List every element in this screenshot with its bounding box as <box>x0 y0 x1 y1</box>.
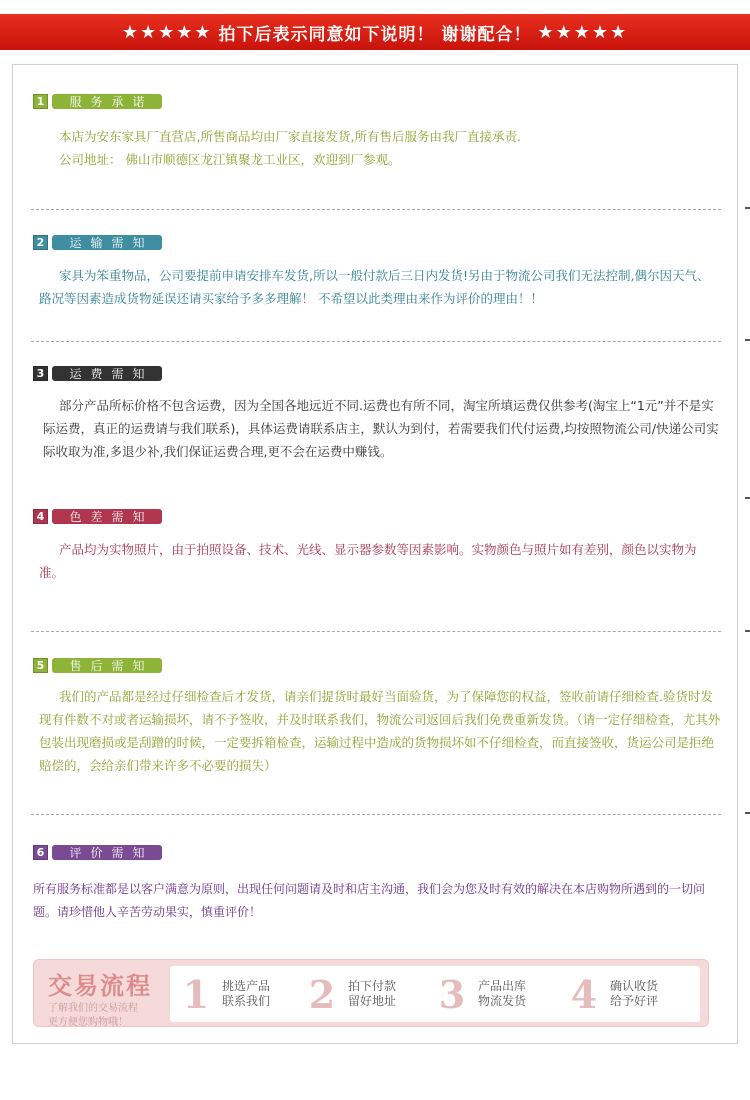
flow-subtitle: 更方便您购物哦！ <box>48 1017 128 1028</box>
section-service-promise <box>33 93 721 171</box>
section-header <box>33 657 721 673</box>
section-title: 售后需知 <box>52 658 162 673</box>
section-number: 5 <box>33 658 48 673</box>
body-line: 部分产品所标价格不包含运费，因为全国各地远近不同.运费也有所不同，淘宝所填运费仅供参考(淘宝上“1元”并不是实际运费，真正的运费请与我们联系)，具体运费请联系店主，默认为到付，若需要我们代付运费,均按照物流公司/快递公司实际收取为准,多退少补,我们保证运费合理,更不会在运费中赚钱。 <box>43 398 719 459</box>
body-line: 公司地址： 佛山市顺德区龙江镇聚龙工业区，欢迎到厂参观。 <box>59 152 401 167</box>
section-color-notice <box>33 508 721 584</box>
edge-marker <box>745 630 750 632</box>
section-title: 色差需知 <box>52 509 162 524</box>
step-number: 1 <box>182 971 210 1017</box>
section-header <box>33 234 721 250</box>
section-body <box>33 125 721 171</box>
step-line: 给予好评 <box>610 994 659 1008</box>
step-line: 产品出库 <box>478 979 527 993</box>
policy-panel <box>12 64 738 1044</box>
flow-steps <box>170 966 700 1022</box>
divider <box>31 209 721 210</box>
divider <box>31 341 721 342</box>
edge-marker <box>745 497 750 499</box>
section-number: 6 <box>33 845 48 860</box>
flow-step <box>178 966 270 1022</box>
body-line: 我们的产品都是经过仔细检查后才发货，请亲们提货时最好当面验货，为了保障您的权益，签收前请仔细检查.验货时发现有件数不对或者运输损坏，请不予签收，并及时联系我们，物流公司返回后我们免费重新发货。（请一定仔细检查，尤其外包装出现磨损或是刮蹭的时候，一定要拆箱检查，运输过程中造成的货物损坏如不仔细检查，而直接签收，货运公司是拒绝赔偿的，会给亲们带来许多不必要的损失） <box>39 689 721 773</box>
step-number: 3 <box>438 971 466 1017</box>
section-body <box>33 685 721 777</box>
step-line: 拍下付款 <box>348 979 397 993</box>
section-header <box>33 365 721 381</box>
section-title: 运费需知 <box>52 366 162 381</box>
section-body <box>33 394 721 463</box>
edge-marker <box>745 812 750 814</box>
flow-step <box>304 966 396 1022</box>
body-line: 产品均为实物照片，由于拍照设备、技术、光线、显示器参数等因素影响。实物颜色与照片如有差别，颜色以实物为准。 <box>39 542 697 580</box>
step-line: 确认收货 <box>610 979 659 993</box>
section-freight-notice <box>33 365 721 463</box>
flow-step <box>434 966 526 1022</box>
section-shipping-notice <box>33 234 721 310</box>
section-number: 3 <box>33 366 48 381</box>
edge-marker <box>745 339 750 341</box>
body-line: 本店为安东家具厂直营店,所售商品均由厂家直接发货,所有售后服务由我厂直接承责. <box>59 129 521 144</box>
stars-right: ★★★★★ <box>537 21 629 43</box>
flow-title: 交易流程 <box>48 972 152 1000</box>
section-after-sales <box>33 657 721 777</box>
section-title: 运输需知 <box>52 235 162 250</box>
section-number: 1 <box>33 94 48 109</box>
step-text <box>478 979 526 1009</box>
section-body <box>33 878 721 924</box>
step-number: 2 <box>308 971 336 1017</box>
step-line: 挑选产品 <box>222 979 271 993</box>
section-title: 评价需知 <box>52 845 162 860</box>
step-text <box>610 979 658 1009</box>
section-number: 2 <box>33 235 48 250</box>
divider <box>31 814 721 815</box>
section-body <box>33 538 721 584</box>
section-number: 4 <box>33 509 48 524</box>
divider <box>31 631 721 632</box>
step-text <box>222 979 270 1009</box>
section-header <box>33 508 721 524</box>
section-review-notice <box>33 844 721 924</box>
banner-text: 拍下后表示同意如下说明！ 谢谢配合！ <box>218 24 532 45</box>
step-line: 留好地址 <box>348 994 397 1008</box>
transaction-flow <box>33 959 709 1027</box>
notice-banner <box>0 14 750 50</box>
step-text <box>348 979 396 1009</box>
flow-step <box>566 966 658 1022</box>
body-line: 家具为笨重物品，公司要提前申请安排车发货,所以一般付款后三日内发货!另由于物流公司我们无法控制,偶尔因天气、路况等因素造成货物延误还请买家给予多多理解！ 不希望以此类理由来作为评价的理由！！ <box>39 268 710 306</box>
step-line: 联系我们 <box>222 994 271 1008</box>
edge-marker <box>745 207 750 209</box>
section-header <box>33 93 721 109</box>
stars-left: ★★★★★ <box>121 21 213 43</box>
flow-subtitle: 了解我们的交易流程 <box>48 1003 138 1014</box>
body-line: 所有服务标准都是以客户满意为原则，出现任何问题请及时和店主沟通，我们会为您及时有效的解决在本店购物所遇到的一切问题。请珍惜他人辛苦劳动果实，慎重评价！ <box>33 882 706 919</box>
step-number: 4 <box>570 971 598 1017</box>
flow-heading <box>48 966 168 1029</box>
step-line: 物流发货 <box>478 994 527 1008</box>
section-header <box>33 844 721 860</box>
section-body <box>33 264 721 310</box>
section-title: 服务承诺 <box>52 94 162 109</box>
